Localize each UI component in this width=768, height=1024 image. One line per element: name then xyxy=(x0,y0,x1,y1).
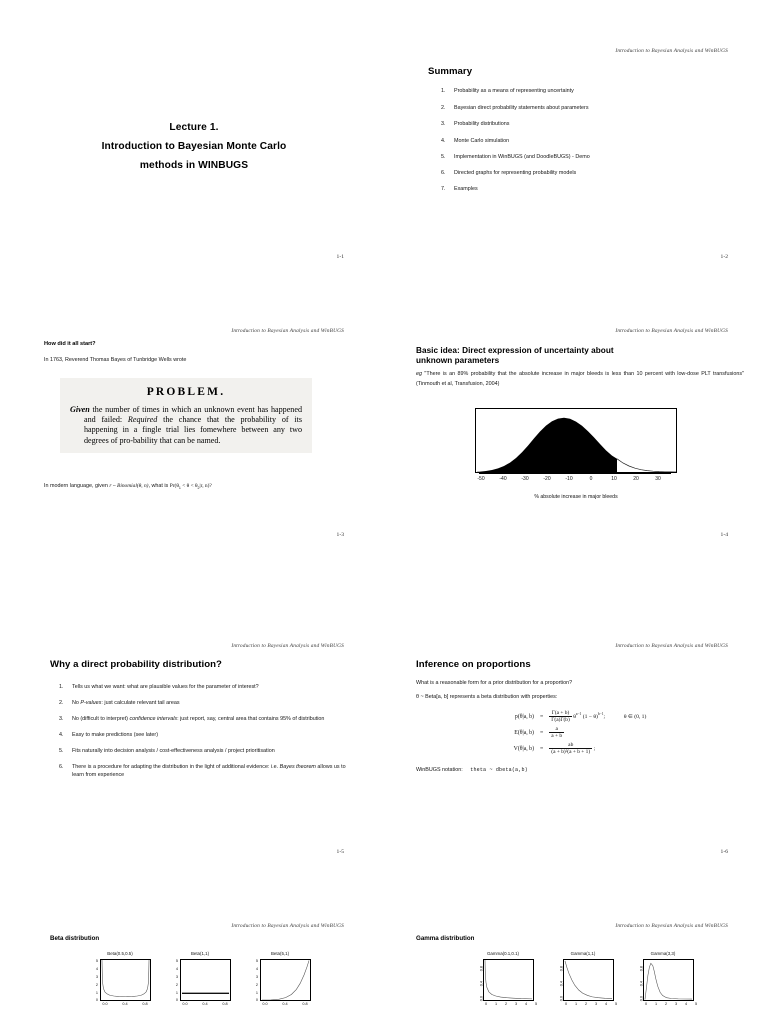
x-tick-label: -10 xyxy=(565,476,573,482)
beta-properties-equations xyxy=(416,707,744,758)
equation-tail: θ xyxy=(573,713,576,720)
list-item: Bayesian direct probability statements about parameters xyxy=(454,104,589,111)
x-tick-label: 3 xyxy=(594,1001,598,1006)
slide-how-did-it-start xyxy=(0,320,384,615)
gamma-panels xyxy=(414,951,752,1009)
chart-x-axis xyxy=(475,473,677,487)
slide-beta-distribution xyxy=(0,915,384,1024)
chart-y-axis xyxy=(632,959,643,1001)
chart-x-axis xyxy=(483,1001,538,1009)
x-tick-label: -20 xyxy=(543,476,551,482)
gamma-curve-svg xyxy=(484,960,533,1000)
chart-y-axis xyxy=(249,959,260,1001)
p-values-emphasis: P-values xyxy=(80,700,102,706)
chart-plot-area xyxy=(260,959,311,1001)
y-tick-label: 4 xyxy=(255,966,258,971)
y-tick-label: 0.0 xyxy=(479,995,483,1001)
list-item: Tells us what we want: what are plausible values for the parameter of interest? xyxy=(72,684,259,690)
y-tick-label: 0.4 xyxy=(479,980,483,986)
x-tick-label: 5 xyxy=(694,1001,698,1006)
chart-x-axis xyxy=(260,1001,311,1009)
x-tick-label: 1 xyxy=(654,1001,658,1006)
chart-title: Gamma(3,3) xyxy=(650,951,676,956)
x-tick-label: 0.0 xyxy=(262,1001,268,1006)
example-text: "There is an 89% probability that the absolute increase in major bleeds is less than 10 percent with low-dose PLT transfusions" (Tinmouth et al, Transfusion, 2004) xyxy=(416,371,744,387)
density-curve-svg xyxy=(476,409,677,473)
list-item: No (difficult to interpret) confidence intervals: just report, say, central area that contains 95% of distribution xyxy=(72,716,325,722)
shaded-area-path xyxy=(478,418,617,472)
modern-text-b: , what is xyxy=(148,483,170,489)
intro-text: In 1763, Reverend Thomas Bayes of Tunbridge Wells wrote xyxy=(44,357,187,363)
y-tick-label: 0.4 xyxy=(559,980,563,986)
running-header: Introduction to Bayesian Analysis and WinBUGS xyxy=(231,923,344,929)
gamma-1-1-chart xyxy=(552,951,618,1009)
y-tick-label: 0 xyxy=(175,997,178,1002)
equation-row xyxy=(514,726,647,739)
equation-lhs-text: V(θ|a, b) xyxy=(513,745,534,752)
chart-title: Beta(5,1) xyxy=(270,951,290,956)
y-tick-label: 5 xyxy=(175,958,178,963)
chart-y-axis xyxy=(89,959,100,1001)
winbugs-notation-label: WinBUGS notation: xyxy=(416,767,463,773)
facsimile-heading: PROBLEM. xyxy=(146,386,226,398)
chart-title: Gamma(1,1) xyxy=(570,951,596,956)
equation-operator: = xyxy=(540,745,544,752)
y-tick-label: 5 xyxy=(255,958,258,963)
slide-title xyxy=(0,40,384,320)
list-item: No P-values: just calculate relevant tail areas xyxy=(72,700,180,706)
beta-curve-svg xyxy=(101,960,150,1000)
equation-rhs xyxy=(549,742,646,755)
probability-subscript-2: 2 xyxy=(197,486,200,491)
x-tick-label: -40 xyxy=(499,476,507,482)
x-tick-label: 0.8 xyxy=(222,1001,228,1006)
y-tick-label: 1 xyxy=(255,990,258,995)
beta-panels xyxy=(36,951,364,1009)
x-tick-label: 4 xyxy=(684,1001,688,1006)
chart-y-axis xyxy=(552,959,563,1001)
y-tick-label: 2 xyxy=(95,982,98,987)
y-tick-label: 0.8 xyxy=(479,965,483,971)
example-prefix: eg xyxy=(416,371,422,377)
major-bleeds-chart xyxy=(384,408,768,500)
equation-tail-2: (1 − θ) xyxy=(581,713,598,720)
x-tick-label: 30 xyxy=(655,476,661,482)
equation-rhs xyxy=(549,726,646,739)
equation-lhs-text: p(θ|a, b) xyxy=(514,713,534,720)
fraction-denominator: a + b xyxy=(551,733,563,739)
y-tick-label: 3 xyxy=(255,974,258,979)
x-tick-label: 0 xyxy=(589,476,593,482)
fraction-numerator: ab xyxy=(568,742,574,748)
y-tick-label: 4 xyxy=(175,966,178,971)
running-header: Introduction to Bayesian Analysis and WinBUGS xyxy=(615,48,728,54)
equation-tail: ; xyxy=(593,745,596,752)
chart-plot-area xyxy=(563,959,614,1001)
winbugs-notation xyxy=(416,766,528,774)
page-title xyxy=(416,346,744,365)
gamma-0.1-0.1-chart xyxy=(472,951,538,1009)
chart-title: Beta(0.5,0.5) xyxy=(107,951,133,956)
y-tick-label: 1 xyxy=(175,990,178,995)
list-item: Monte Carlo simulation xyxy=(454,137,510,144)
equation-lhs xyxy=(514,710,534,723)
beta-0.5-0.5-chart xyxy=(89,951,151,1009)
y-tick-label: 0 xyxy=(255,997,258,1002)
page-number: 1-4 xyxy=(720,532,728,538)
summary-list xyxy=(440,87,728,193)
reasons-list xyxy=(58,683,352,779)
x-tick-label: 5 xyxy=(534,1001,538,1006)
x-tick-label: 0.0 xyxy=(102,1001,108,1006)
probability-expression-c: |r, n)? xyxy=(199,483,212,489)
lecture-number: Lecture 1. xyxy=(169,122,219,133)
chart-plot-area xyxy=(643,959,694,1001)
gamma-density-path xyxy=(565,960,612,998)
bayes-theorem-emphasis: Bayes theorem xyxy=(279,764,316,770)
x-tick-label: 4 xyxy=(604,1001,608,1006)
list-item: There is a procedure for adapting the distribution in the light of additional evidence: i.e. Bayes theorem allows us to learn from experience xyxy=(72,764,346,778)
y-tick-label: 0 xyxy=(95,997,98,1002)
x-tick-label: 2 xyxy=(664,1001,668,1006)
fraction-numerator: a xyxy=(555,726,558,732)
x-tick-label: 0.4 xyxy=(202,1001,208,1006)
fraction xyxy=(549,742,592,755)
modern-text-a: In modern language, given xyxy=(44,483,110,489)
page-number: 1-3 xyxy=(336,532,344,538)
x-tick-label: 3 xyxy=(674,1001,678,1006)
list-item: Examples xyxy=(454,185,478,192)
page-title: Gamma distribution xyxy=(416,935,475,942)
equation-exponent-b: b−1 xyxy=(597,711,604,716)
chart-x-axis xyxy=(180,1001,231,1009)
beta-curve-svg xyxy=(261,960,310,1000)
page-number: 1-2 xyxy=(720,254,728,260)
equation-lhs-text: E(θ|a, b) xyxy=(514,729,534,736)
x-tick-label: 4 xyxy=(524,1001,528,1006)
y-tick-label: 0.8 xyxy=(559,965,563,971)
y-tick-label: 2 xyxy=(175,982,178,987)
x-tick-label: 0 xyxy=(484,1001,488,1006)
equation-exponent-a: a−1 xyxy=(575,711,582,716)
slide-summary xyxy=(384,40,768,320)
chart-x-axis xyxy=(643,1001,698,1009)
list-item: Implementation in WinBUGS (and DoodleBUGS) - Demo xyxy=(454,154,590,161)
y-tick-label: 0.0 xyxy=(639,995,643,1001)
gamma-curve-svg xyxy=(644,960,693,1000)
probability-subscript-1: 1 xyxy=(178,486,181,491)
page-title-line-1: Basic idea: Direct expression of uncertainty about xyxy=(416,346,614,355)
slide-why-direct-probability xyxy=(0,635,384,915)
page-number: 1-6 xyxy=(720,849,728,855)
slide-basic-idea xyxy=(384,320,768,615)
chart-x-axis xyxy=(100,1001,151,1009)
equation-row xyxy=(514,742,647,755)
page-title: How did it all start? xyxy=(44,341,96,347)
beta-5-1-chart xyxy=(249,951,311,1009)
chart-plot-area xyxy=(180,959,231,1001)
chart-plot-area xyxy=(475,408,677,473)
facsimile-required-word: Required xyxy=(127,415,158,425)
beta-statement: θ ~ Beta[a, b] represents a beta distribution with properties: xyxy=(416,694,558,700)
tail-curve-path xyxy=(617,459,676,472)
list-item: Easy to make predictions (see later) xyxy=(72,732,158,738)
x-tick-label: 0.8 xyxy=(142,1001,148,1006)
probability-expression-b: < θ < θ xyxy=(180,483,198,489)
winbugs-notation-code: theta ~ dbeta(a,b) xyxy=(470,767,528,773)
y-tick-label: 2 xyxy=(255,982,258,987)
list-item: Probability distributions xyxy=(454,121,510,128)
slide-inference-on-proportions xyxy=(384,635,768,915)
beta-1-1-chart xyxy=(169,951,231,1009)
chart-x-axis xyxy=(563,1001,618,1009)
y-tick-label: 1 xyxy=(95,990,98,995)
chart-plot-area xyxy=(100,959,151,1001)
x-tick-label: 0.0 xyxy=(182,1001,188,1006)
lecture-title-line-1: Introduction to Bayesian Monte Carlo xyxy=(101,141,287,152)
page-title: Beta distribution xyxy=(50,935,100,942)
running-header: Introduction to Bayesian Analysis and WinBUGS xyxy=(615,328,728,334)
chart-title: Gamma(0.1,0.1) xyxy=(487,951,519,956)
x-axis-line xyxy=(479,473,671,474)
page-number: 1-5 xyxy=(336,849,344,855)
y-tick-label: 4 xyxy=(95,966,98,971)
equation-operator: = xyxy=(540,729,544,736)
page-title: Why a direct probability distribution? xyxy=(50,659,222,670)
example-quote xyxy=(416,370,744,389)
list-item: Probability as a means of representing uncertainty xyxy=(454,88,574,94)
page-title: Summary xyxy=(428,66,473,77)
facsimile-text-a: the number of times in which an unknown event has happened and failed: xyxy=(84,405,302,425)
fraction-denominator: Γ(a)Γ(b) xyxy=(551,717,570,723)
x-tick-label: 1 xyxy=(494,1001,498,1006)
equation-operator: = xyxy=(540,713,544,720)
equation-domain: θ ∈ (0, 1) xyxy=(623,713,647,720)
facsimile-lead-word: Given xyxy=(70,405,90,414)
chart-y-axis xyxy=(169,959,180,1001)
beta-density-path xyxy=(262,960,309,1000)
binomial-expression: r ~ Binomial(θ, n) xyxy=(109,483,149,489)
confidence-intervals-emphasis: confidence intervals xyxy=(129,716,178,722)
x-tick-label: 0.4 xyxy=(122,1001,128,1006)
gamma-density-path xyxy=(645,963,692,999)
page-title: Inference on proportions xyxy=(416,659,531,670)
y-tick-label: 0.8 xyxy=(639,965,643,971)
slide-gamma-distribution xyxy=(384,915,768,1024)
facsimile-body xyxy=(70,405,302,446)
page-title-line-2: unknown parameters xyxy=(416,355,500,365)
beta-curve-svg xyxy=(181,960,230,1000)
chart-plot-area xyxy=(483,959,534,1001)
x-tick-label: 0 xyxy=(644,1001,648,1006)
x-tick-label: 5 xyxy=(614,1001,618,1006)
y-tick-label: 3 xyxy=(95,974,98,979)
running-header: Introduction to Bayesian Analysis and WinBUGS xyxy=(615,923,728,929)
y-tick-label: 0.0 xyxy=(559,995,563,1001)
list-item: Directed graphs for representing probability models xyxy=(454,169,577,176)
gamma-density-path xyxy=(485,960,532,999)
y-tick-label: 5 xyxy=(95,958,98,963)
x-tick-label: 0.8 xyxy=(302,1001,308,1006)
x-tick-label: 0.4 xyxy=(282,1001,288,1006)
list-item: Fits naturally into decision analysis / cost-effectiveness analysis / project prioritisation xyxy=(72,748,275,754)
fraction xyxy=(549,710,572,723)
running-header: Introduction to Bayesian Analysis and WinBUGS xyxy=(615,643,728,649)
modern-language-note xyxy=(44,482,344,492)
fraction-denominator: (a + b)²(a + b + 1) xyxy=(551,749,591,755)
equation-row xyxy=(514,710,647,723)
beta-density-path xyxy=(102,960,149,997)
y-tick-label: 0.4 xyxy=(639,980,643,986)
page-number: 1-1 xyxy=(336,254,344,260)
facsimile-text-b: the chance that the probability of its happening in a fingle trial lies fomewhere between any two degrees of pro-bability that can be named. xyxy=(84,415,303,445)
equation-tail-3: ; xyxy=(603,713,606,720)
running-header: Introduction to Bayesian Analysis and WinBUGS xyxy=(231,643,344,649)
bayes-facsimile-image xyxy=(60,378,312,453)
running-header: Introduction to Bayesian Analysis and WinBUGS xyxy=(231,328,344,334)
fraction xyxy=(549,726,564,739)
equation-rhs xyxy=(549,710,646,723)
x-tick-label: -50 xyxy=(477,476,485,482)
fraction-numerator: Γ(a + b) xyxy=(551,710,570,716)
x-tick-label: 20 xyxy=(633,476,639,482)
probability-expression-a: Pr(θ xyxy=(169,483,179,489)
x-tick-label: 2 xyxy=(504,1001,508,1006)
lecture-title-line-2: methods in WINBUGS xyxy=(139,160,249,171)
gamma-3-3-chart xyxy=(632,951,698,1009)
x-tick-label: 2 xyxy=(584,1001,588,1006)
x-tick-label: -30 xyxy=(521,476,529,482)
x-tick-label: 10 xyxy=(611,476,617,482)
chart-title: Beta(1,1) xyxy=(190,951,210,956)
chart-y-axis xyxy=(472,959,483,1001)
x-tick-label: 1 xyxy=(574,1001,578,1006)
chart-x-label: % absolute increase in major bleeds xyxy=(534,494,618,500)
x-tick-label: 0 xyxy=(564,1001,568,1006)
prior-question: What is a reasonable form for a prior distribution for a proportion? xyxy=(416,680,573,686)
gamma-curve-svg xyxy=(564,960,613,1000)
x-tick-label: 3 xyxy=(514,1001,518,1006)
y-tick-label: 3 xyxy=(175,974,178,979)
